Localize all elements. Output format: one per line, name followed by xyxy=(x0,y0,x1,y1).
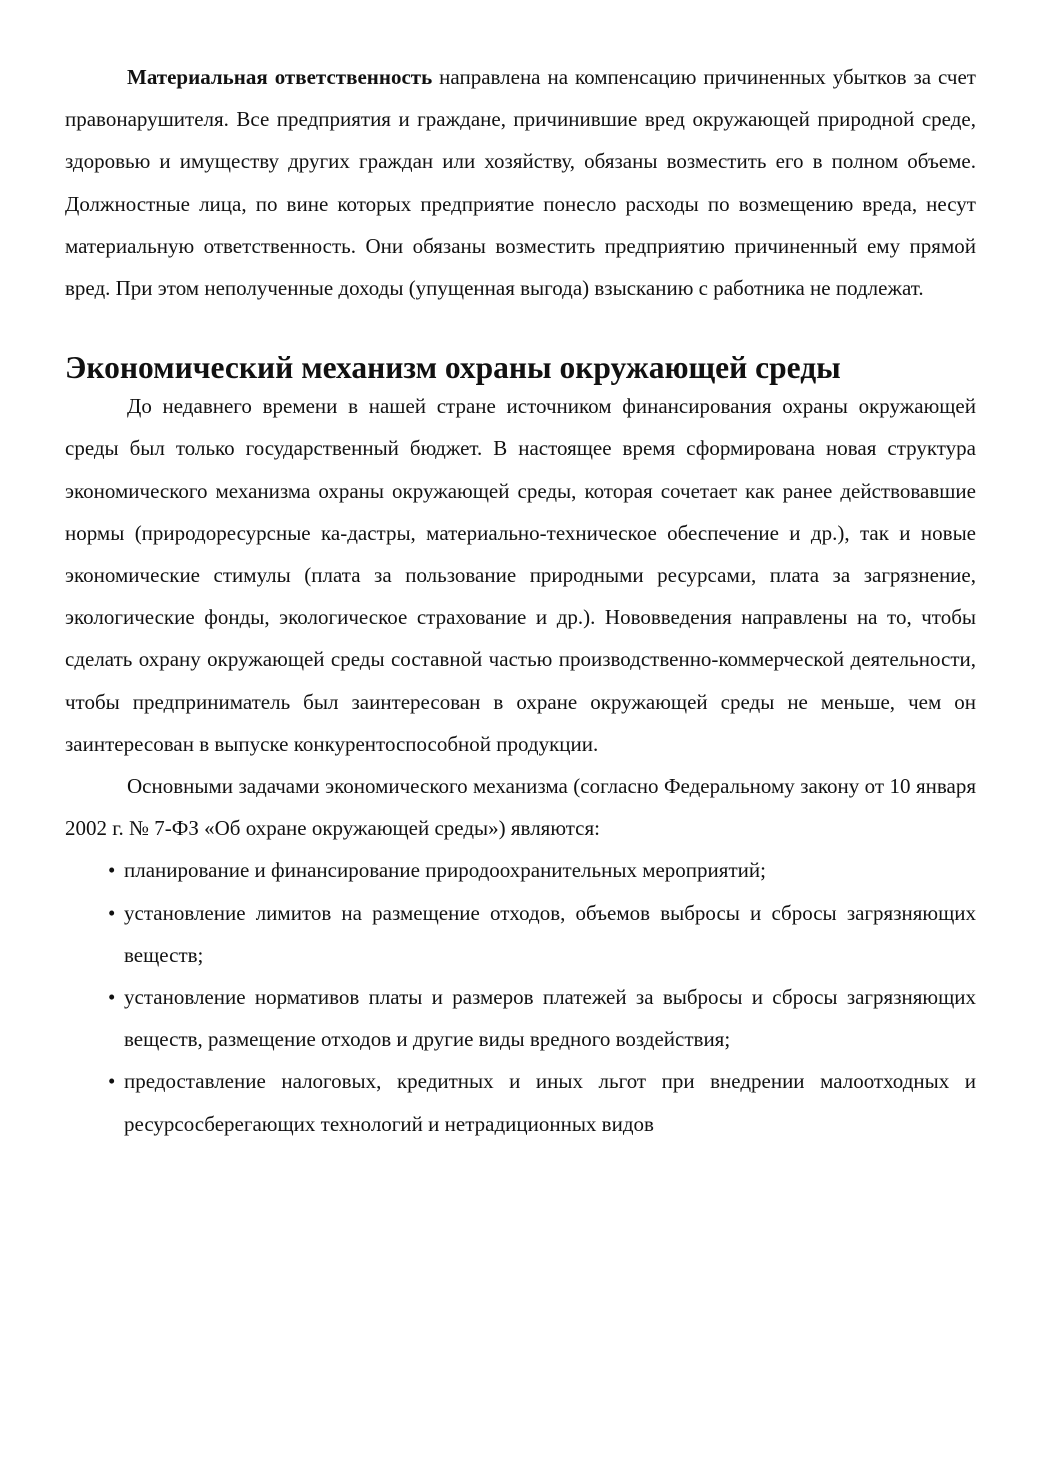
list-item xyxy=(65,892,976,976)
bullet-icon: • xyxy=(108,985,116,1010)
list-item xyxy=(65,976,976,1060)
section-gap xyxy=(65,309,976,353)
section-heading: Экономический механизм охраны окружающей среды xyxy=(65,350,841,386)
list-item xyxy=(65,849,976,891)
page-content xyxy=(65,56,976,1145)
material-liability-text: направлена на компенсацию причиненных убытков за счет правонарушителя. Все предприятия и граждане, причинившие вред окружающей природной среде, здоровью и имуществу других граждан или хозяйству, обязаны возместить его в полном объеме. Должностные лица, по вине которых предприятие понесло расходы по возмещению вреда, несут материальную ответственность. Они обязаны возместить предприятию причиненный ему прямой вред. При этом неполученные доходы (упущенная выгода) взысканию с работника не подлежат. xyxy=(65,65,976,301)
list-item-text: предоставление налоговых, кредитных и иных льгот при внедрении малоотходных и ресурсосберегающих технологий и нетрадиционных видов xyxy=(124,1069,976,1136)
list-item xyxy=(65,1060,976,1144)
tasks-intro-paragraph: Основными задачами экономического механизма (согласно Федеральному закону от 10 января 2002 г. № 7-ФЗ «Об охране окружающей среды») являются: xyxy=(65,774,976,841)
bullet-icon: • xyxy=(108,900,116,925)
bullet-icon: • xyxy=(108,858,116,883)
list-item-text: установление нормативов платы и размеров платежей за выбросы и сбросы загрязняющих веществ, размещение отходов и другие виды вредного воздействия; xyxy=(124,985,976,1052)
tasks-list xyxy=(65,849,976,1144)
list-item-text: планирование и финансирование природоохранительных мероприятий; xyxy=(124,858,766,883)
list-item-text: установление лимитов на размещение отходов, объемов выбросы и сбросы загрязняющих веществ; xyxy=(124,900,976,967)
bullet-icon: • xyxy=(108,1069,116,1094)
material-liability-paragraph xyxy=(65,56,976,309)
economic-mechanism-paragraph: До недавнего времени в нашей стране источником финансирования охраны окружающей среды был только государственный бюджет. В настоящее время сформирована новая структура экономического механизма охраны окружающей среды, которая сочетает как ранее действовавшие нормы (природоресурсные ка-дастры, материально-техническое обеспечение и др.), так и новые экономические стимулы (плата за пользование природными ресурсами, плата за загрязнение, экологические фонды, экологическое страхование и др.). Нововведения направлены на то, чтобы сделать охрану окружающей среды составной частью производственно-коммерческой деятельности, чтобы предприниматель был заинтересован в охране окружающей среды не меньше, чем он заинтересован в выпуске конкурентоспособной продукции. xyxy=(65,394,976,756)
material-liability-term: Материальная ответственность xyxy=(127,65,433,89)
